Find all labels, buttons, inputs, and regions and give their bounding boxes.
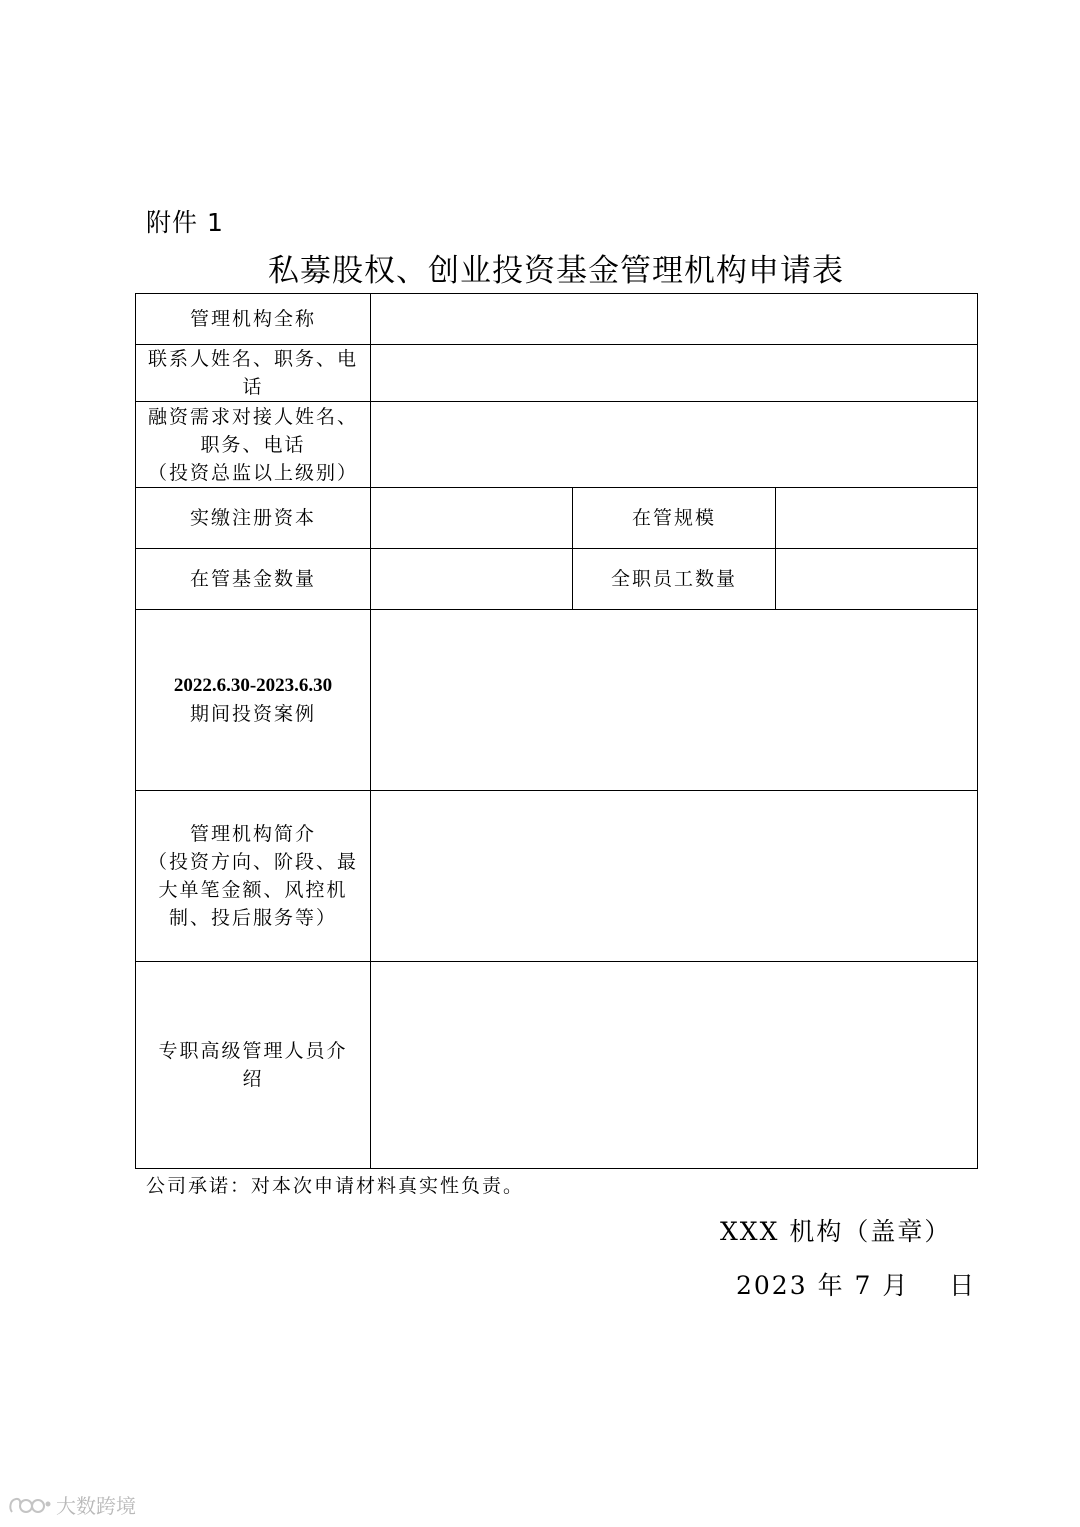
- label-fund-count: 在管基金数量: [136, 549, 371, 610]
- document-title: 私募股权、创业投资基金管理机构申请表: [268, 253, 844, 289]
- label-contact: 联系人姓名、职务、电 话: [136, 345, 371, 402]
- label-aum: 在管规模: [573, 488, 776, 549]
- company-promise: 公司承诺：对本次申请材料真实性负责。: [146, 1175, 525, 1197]
- value-aum[interactable]: [776, 488, 978, 549]
- form-row-intro: [136, 791, 978, 962]
- value-financing-contact[interactable]: [371, 402, 978, 488]
- form-row-counts: [136, 549, 978, 610]
- form-row-senior-staff: [136, 962, 978, 1169]
- label-financing-contact: 融资需求对接人姓名、 职务、电话 （投资总监以上级别）: [136, 402, 371, 488]
- value-investment-cases[interactable]: [371, 610, 978, 791]
- value-staff-count[interactable]: [776, 549, 978, 610]
- label-investment-cases: 2022.6.30-2023.6.30 期间投资案例: [136, 610, 371, 791]
- value-fund-count[interactable]: [371, 549, 573, 610]
- form-row-financing-contact: [136, 402, 978, 488]
- form-row-cases: [136, 610, 978, 791]
- seal-line: XXX 机构（盖章）: [720, 1217, 952, 1246]
- value-contact[interactable]: [371, 345, 978, 402]
- value-full-name[interactable]: [371, 294, 978, 345]
- watermark: [8, 1492, 136, 1520]
- form-row-full-name: [136, 294, 978, 345]
- label-paid-capital: 实缴注册资本: [136, 488, 371, 549]
- watermark-text: 大数跨境: [56, 1494, 136, 1518]
- value-senior-staff[interactable]: [371, 962, 978, 1169]
- label-staff-count: 全职员工数量: [573, 549, 776, 610]
- value-institution-intro[interactable]: [371, 791, 978, 962]
- form-row-contact: [136, 345, 978, 402]
- logo-icon: [8, 1495, 52, 1517]
- application-form-table: [135, 293, 978, 1169]
- date-line: 2023 年 7 月 日: [736, 1271, 977, 1300]
- form-row-capital: [136, 488, 978, 549]
- attachment-label: 附件 1: [146, 208, 224, 237]
- cases-period: 2022.6.30-2023.6.30: [173, 675, 333, 696]
- value-paid-capital[interactable]: [371, 488, 573, 549]
- label-senior-staff: 专职高级管理人员介 绍: [136, 962, 371, 1169]
- label-full-name: 管理机构全称: [136, 294, 371, 345]
- label-institution-intro: 管理机构简介 （投资方向、阶段、最 大单笔金额、风控机 制、投后服务等）: [136, 791, 371, 962]
